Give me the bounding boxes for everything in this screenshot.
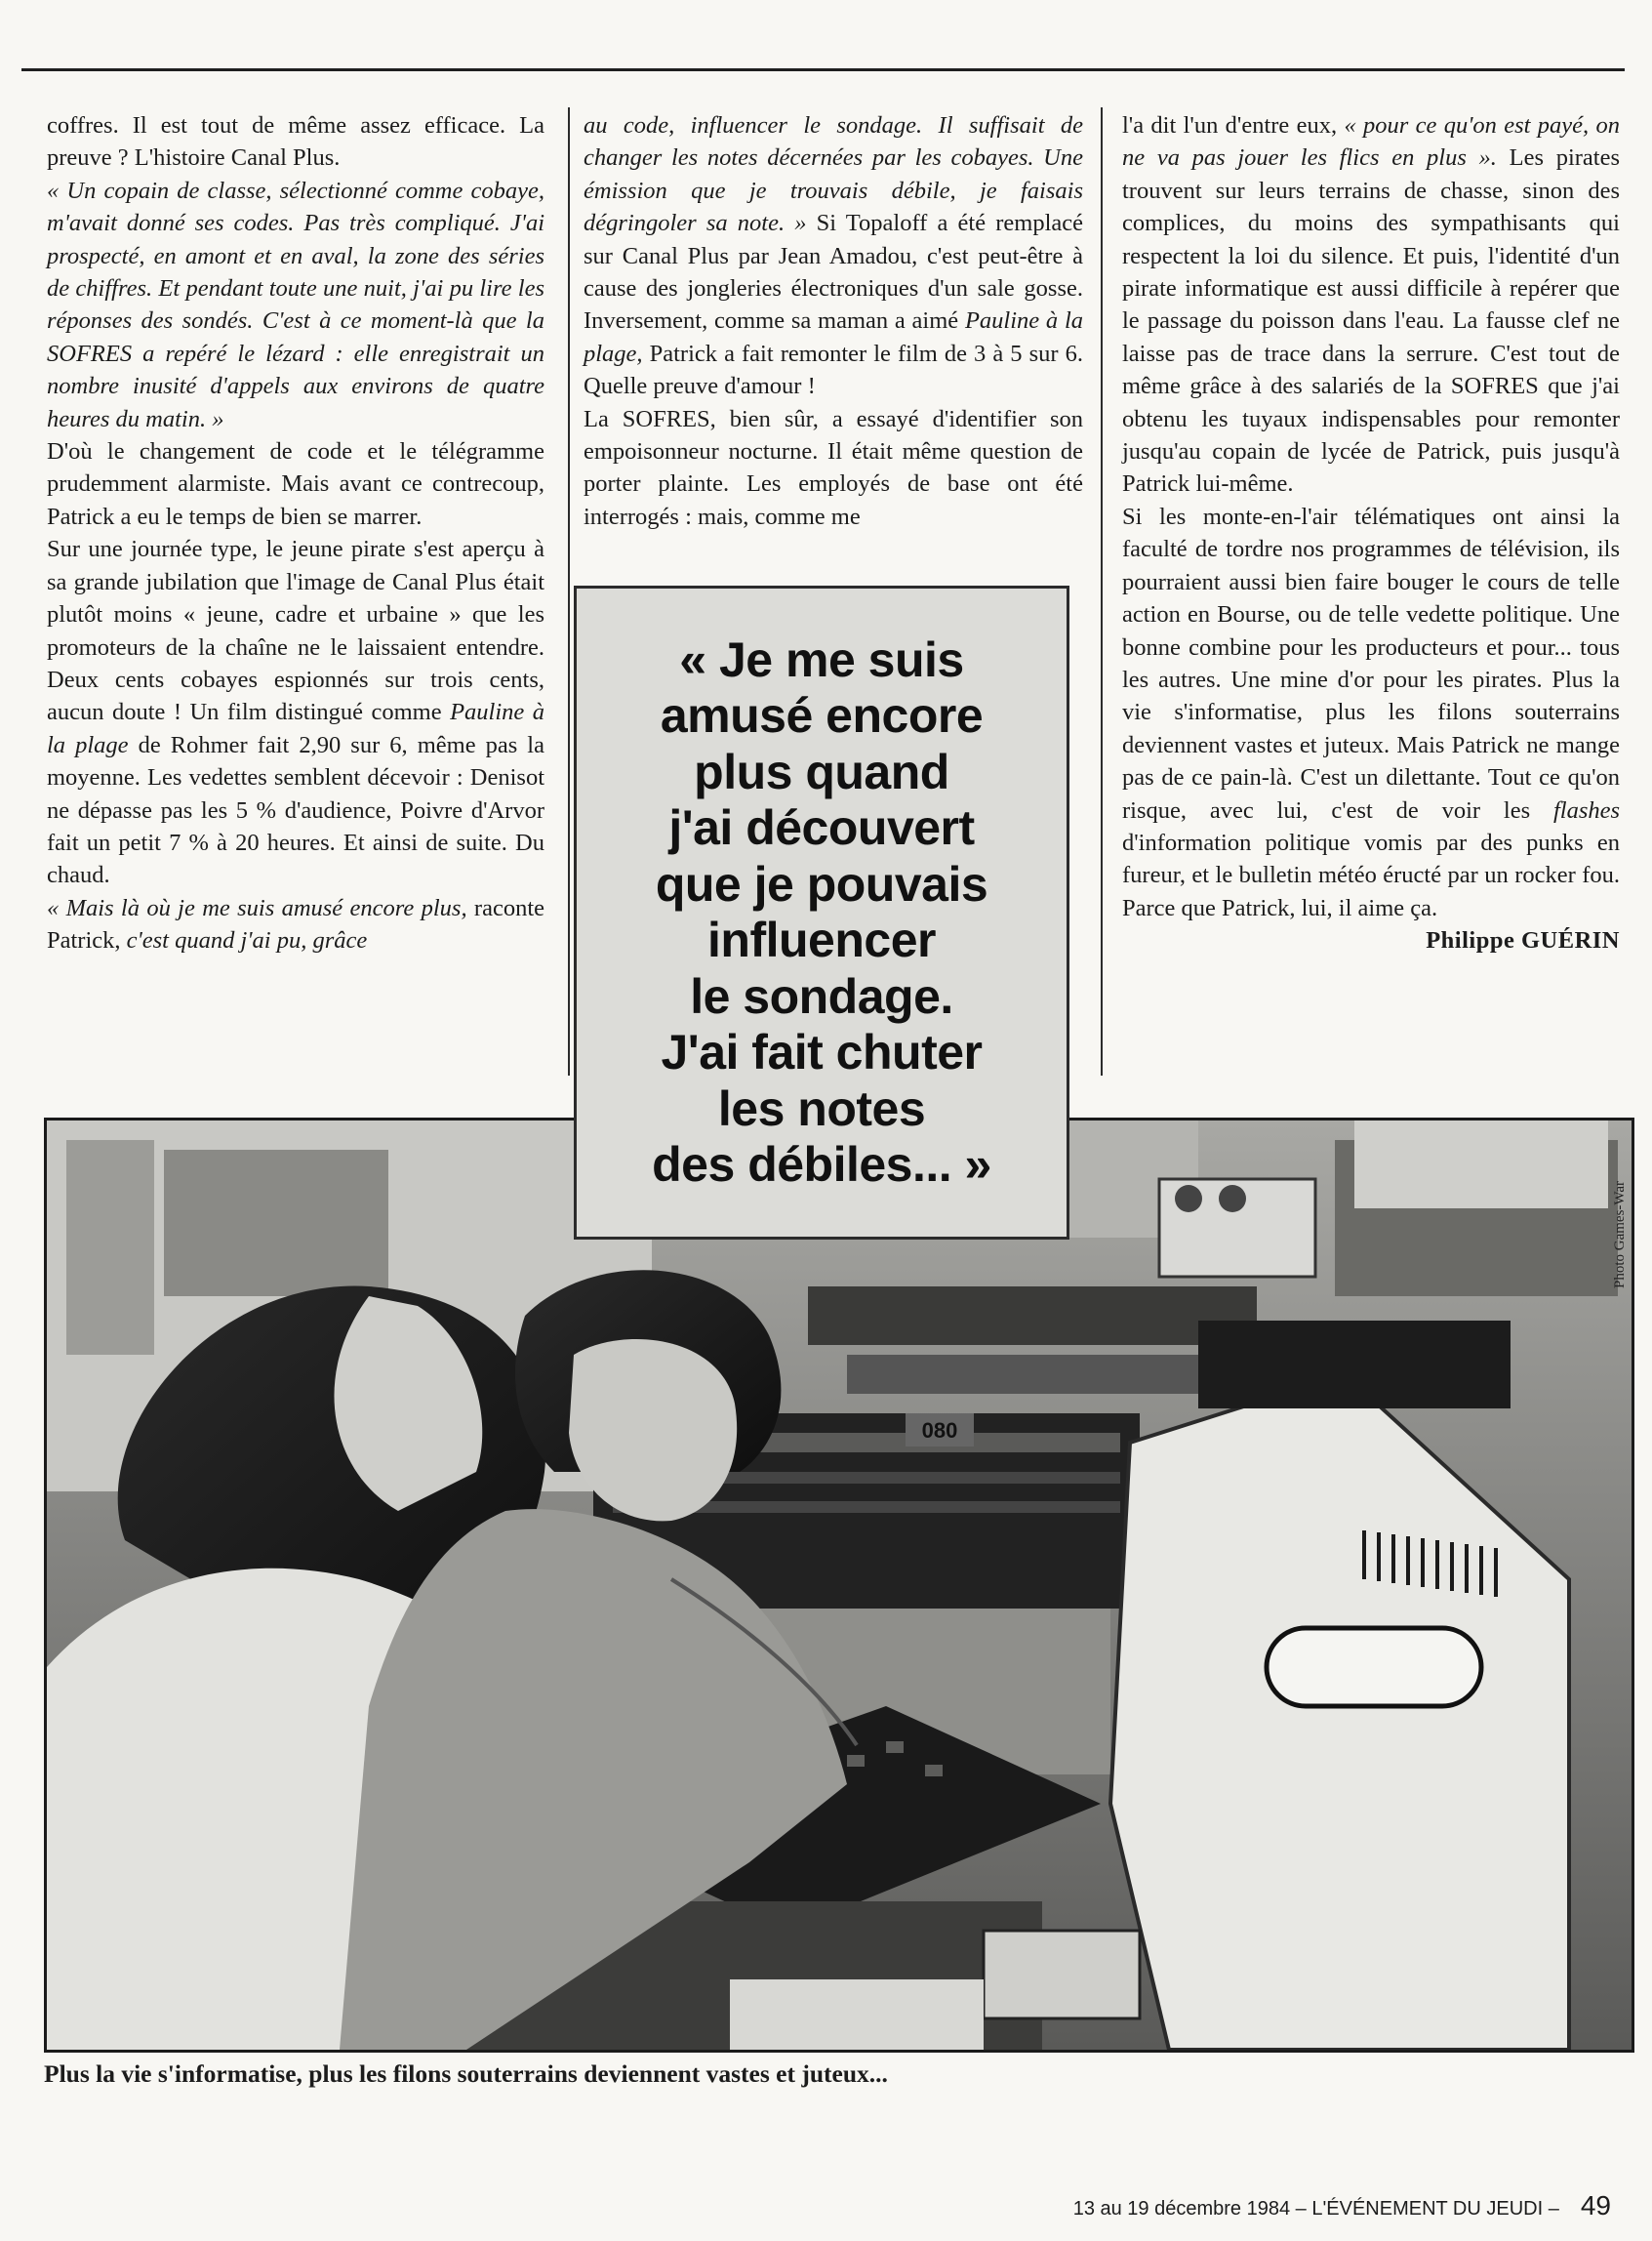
quote-text: « Un copain de classe, sélectionné comme cobaye, m'avait donné ses codes. Pas très compliqué. J'ai prospecté, en amont et en aval, la zone des séries de chiffres. Et pendant toute une nuit, j'ai pu lire les réponses des sondés. C'est à ce moment-là que la SOFRES a repéré le lézard : elle enregistrait un nombre inusité d'appels aux environs de quatre heures du matin. » [47, 177, 544, 432]
paragraph: D'où le changement de code et le télégramme prudemment alarmiste. Mais avant ce contrecoup, Patrick a eu le temps de bien se marrer. [47, 438, 544, 530]
text-run: de Rohmer fait 2,90 sur 6, même pas la moyenne. Les vedettes semblent décevoir : Denisot ne dépasse pas les 5 % d'audience, Poivre d'Arvor fait un petit 7 % à 20 heures. Et ainsi de suite. Du chaud. [47, 731, 544, 889]
quote-text: « Mais là où je me suis amusé encore plus, [47, 894, 467, 921]
footer-dateline: 13 au 19 décembre 1984 – L'ÉVÉNEMENT DU JEUDI – [1072, 2198, 1559, 2220]
text-run: Patrick a fait remonter le film de 3 à 5 sur 6. Quelle preuve d'amour ! [584, 340, 1083, 400]
article-column-1 [47, 109, 544, 1076]
text-run: l'a dit l'un d'entre eux, [1122, 112, 1338, 139]
photo-caption: Plus la vie s'informatise, plus les filons souterrains deviennent vastes et juteux... [44, 2059, 888, 2088]
pull-quote [652, 632, 991, 1194]
top-rule [21, 68, 1625, 71]
paragraph [47, 892, 544, 958]
article-column-3 [1122, 109, 1620, 1090]
text-run: Sur une journée type, le jeune pirate s'est aperçu à sa grande jubilation que l'image de Canal Plus était plutôt moins « jeune, cadre et urbaine » que les promoteurs de la chaîne ne le laissaient entendre. Deux cents cobayes espionnés sur trois cents, aucun doute ! Un film distingué comme [47, 536, 544, 726]
pull-quote-line: le sondage. [690, 968, 953, 1024]
film-title: Pauline à la plage, [584, 307, 1083, 367]
paragraph-quote [47, 175, 544, 435]
page-number: 49 [1580, 2190, 1611, 2221]
pull-quote-line: amusé encore [660, 688, 984, 743]
text-run: Si Topaloff a été remplacé sur Canal Plus par Jean Amadou, c'est peut-être à cause des jongleries électroniques d'un sale gosse. Inversement, comme sa maman a aimé [584, 210, 1083, 335]
quote-text: « pour ce qu'on est payé, on ne va pas jouer les flics en plus ». [1122, 112, 1620, 172]
paragraph [584, 109, 1083, 403]
paragraph: La SOFRES, bien sûr, a essayé d'identifier son empoisonneur nocturne. Il était même question de porter plainte. Les employés de base ont été interrogés : mais, comme me [584, 405, 1083, 530]
film-title: Pauline à la plage [47, 699, 544, 758]
paragraph [1122, 501, 1620, 924]
pull-quote-line: plus quand [694, 744, 949, 799]
pull-quote-line: que je pouvais [655, 856, 988, 912]
text-run: Si les monte-en-l'air télématiques ont ainsi la faculté de tordre nos programmes de télévision, ils pourraient aussi bien faire bouger le cours de telle action en Bourse, ou de telle vedette politique. Une bonne combine pour les producteurs et pour... tous les autres. Une mine d'or pour les pirates. Plus la vie s'informatise, plus les filons souterrains deviennent vastes et juteux. Mais Patrick ne mange pas de ce pain-là. C'est un dilettante. Tout ce qu'on risque, avec lui, c'est de voir les [1122, 503, 1620, 824]
text-run: d'information politique vomis par des punks en fureur, et le bulletin météo éructé par un rocker fou. Parce que Patrick, lui, il aime ça. [1122, 829, 1620, 921]
pull-quote-line: J'ai fait chuter [661, 1025, 983, 1080]
paragraph [1122, 109, 1620, 501]
pull-quote-box [574, 586, 1069, 1240]
text-run: raconte Patrick, [47, 894, 545, 955]
pull-quote-line: « Je me suis [679, 632, 964, 687]
photo [44, 1118, 1634, 2053]
quote-text: c'est quand j'ai pu, grâce [126, 927, 368, 955]
column-divider [568, 107, 570, 1076]
device-label: 080 [921, 1418, 958, 1443]
paragraph: coffres. Il est tout de même assez efficace. La preuve ? L'histoire Canal Plus. [47, 112, 544, 172]
paragraph [47, 533, 544, 891]
text-run: Les pirates trouvent sur leurs terrains de chasse, sinon des complices, du moins des sympathisants qui respectent la loi du silence. Et puis, l'identité d'un pirate informatique est aussi difficile à repérer que le passage du poisson dans l'eau. La fausse clef ne laisse pas de trace dans la serrure. C'est tout de même grâce à des salariés de la SOFRES que j'ai obtenu les tuyaux indispensables pour remonter jusqu'au copain de lycée de Patrick, puis jusqu'à Patrick lui-même. [1122, 144, 1620, 498]
emphasis: flashes [1552, 796, 1621, 824]
article-column-2 [584, 109, 1083, 558]
author-signature: Philippe GUÉRIN [1426, 927, 1620, 955]
pull-quote-line: des débiles... » [652, 1137, 991, 1192]
pull-quote-line: j'ai découvert [668, 800, 975, 855]
photo-illustration [47, 1120, 1632, 2050]
pull-quote-line: les notes [717, 1080, 926, 1136]
quote-text: au code, influencer le sondage. Il suffisait de changer les notes décernées par les cobayes. Une émission que je trouvais débile, je faisais dégringoler sa note. » [584, 112, 1083, 237]
pull-quote-line: influencer [707, 913, 936, 967]
column-divider [1101, 107, 1103, 1076]
photo-credit: Photo Games-War [1612, 1180, 1628, 1288]
page-footer [1073, 2190, 1611, 2221]
